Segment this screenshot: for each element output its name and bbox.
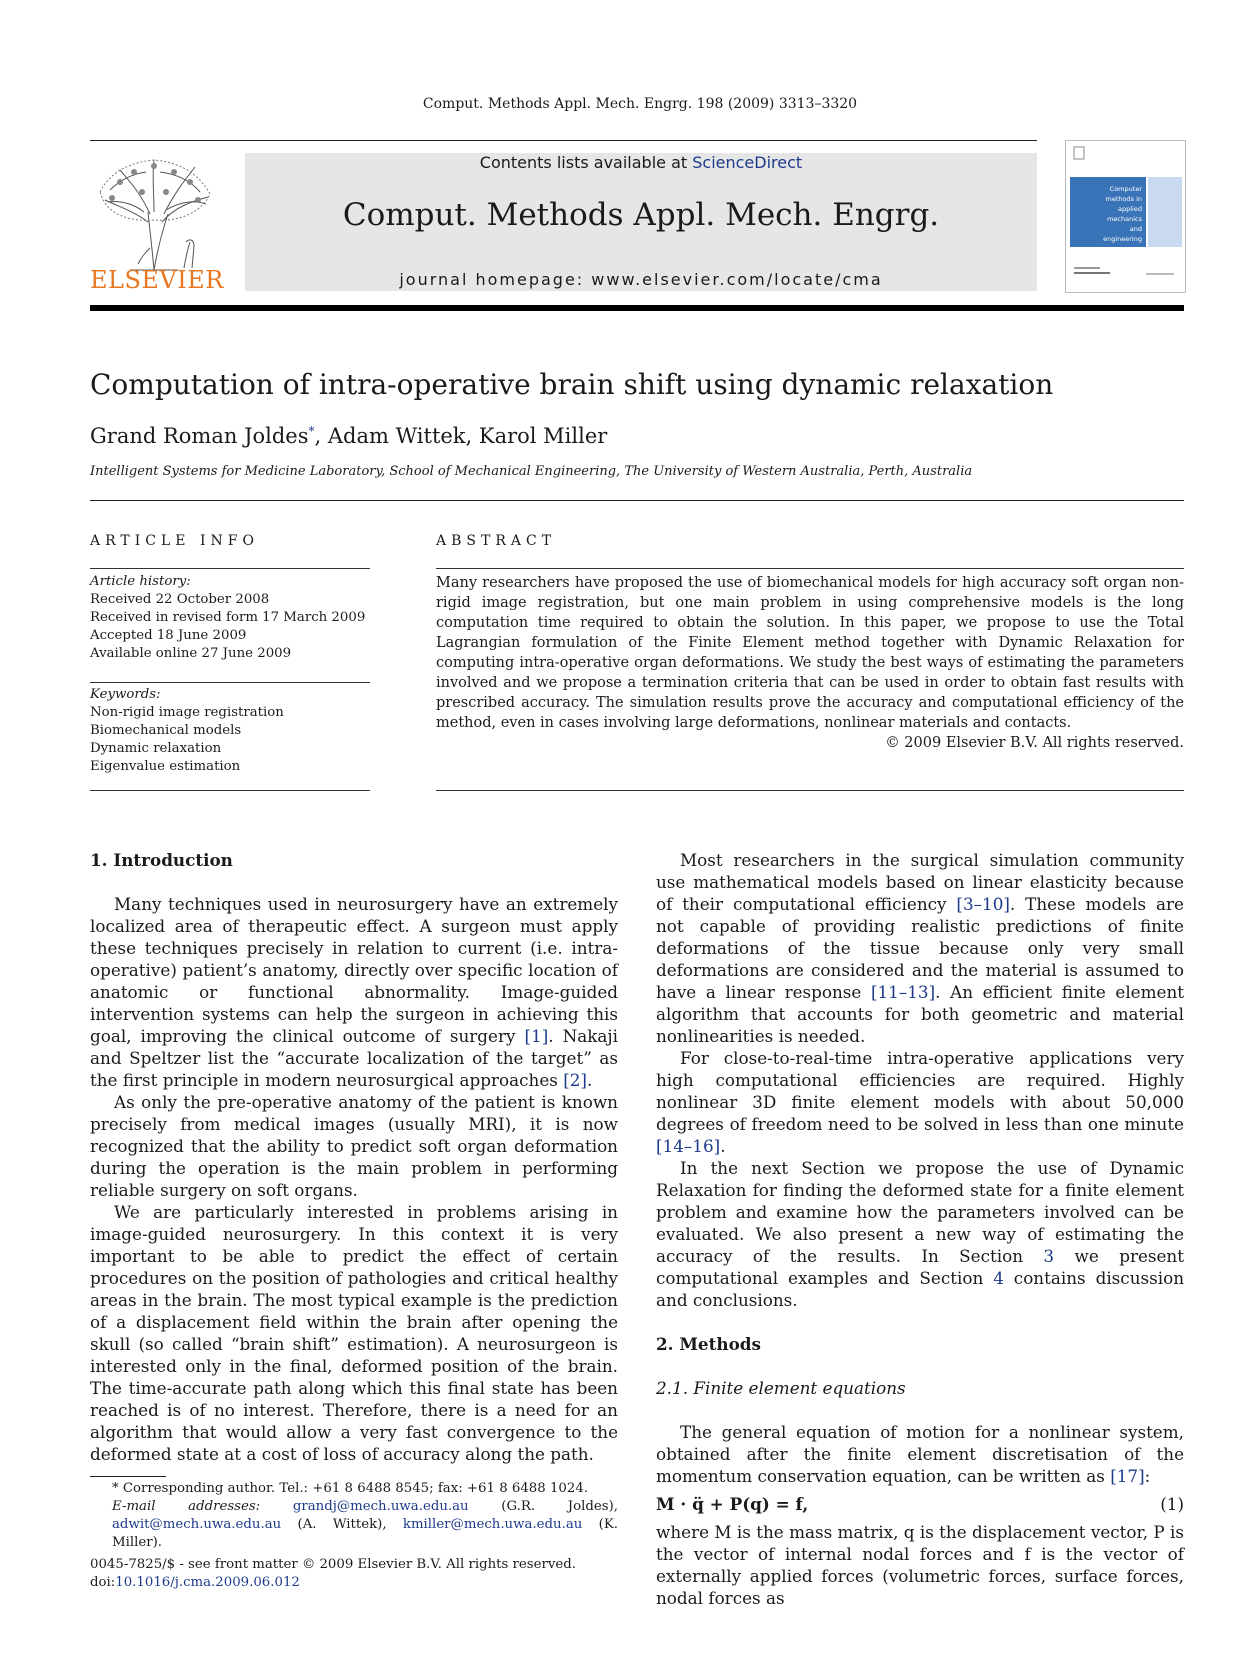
- email-link[interactable]: adwit@mech.uwa.edu.au: [112, 1517, 282, 1532]
- intro-p4-text-a: Most researchers in the surgical simulation community use mathematical models based on linear elasticity because of their computational efficiency: [656, 850, 1184, 914]
- corresponding-author-text: Corresponding author. Tel.: +61 8 6488 8545; fax: +61 8 6488 1024.: [118, 1481, 589, 1496]
- equation-1: [656, 1493, 1184, 1515]
- citation-link[interactable]: [14–16]: [656, 1136, 721, 1156]
- citation-link[interactable]: [1]: [524, 1026, 549, 1046]
- svg-text:Computermethods inappliedmecha: Computer methods in applied mechanics and engineering: [1103, 185, 1142, 243]
- heading-spacer: [90, 871, 618, 893]
- intro-p1-text-c: .: [586, 1070, 593, 1090]
- intro-paragraph-1: [90, 893, 618, 1091]
- journal-homepage-link[interactable]: journal homepage: www.elsevier.com/locate/cma: [399, 270, 883, 289]
- sciencedirect-link[interactable]: ScienceDirect: [692, 153, 803, 172]
- keyword-item: Dynamic relaxation: [90, 741, 222, 756]
- intro-p1-text-b: . Nakaji and Speltzer list the “accurate localization of the target” as the first principle in modern neurosurgical approaches: [90, 1026, 618, 1090]
- equation-number: (1): [1160, 1494, 1184, 1514]
- abstract-body: [436, 573, 1184, 753]
- email-label: E-mail addresses:: [112, 1499, 293, 1514]
- subsection-2-1-heading: 2.1. Finite element equations: [656, 1378, 906, 1398]
- article-title: Computation of intra-operative brain shift using dynamic relaxation: [90, 368, 1054, 401]
- contents-prefix: Contents lists available at: [479, 153, 693, 172]
- body-column-right: [656, 849, 1184, 1609]
- email-owner: (K. Miller).: [112, 1517, 618, 1550]
- elsevier-wordmark: ELSEVIER: [90, 266, 224, 294]
- methods-p1-text-b: :: [1144, 1466, 1151, 1486]
- intro-paragraph-5: [656, 1047, 1184, 1157]
- intro-p1-text-a: Many techniques used in neurosurgery have an extremely localized area of therapeutic effect. A surgeon must apply these techniques precisely in relation to current (i.e. intra-operative) patient’s anatomy, directly over specific location of anatomic or functional abnormality. Image-guided intervention systems can help the surgeon in achieving this goal, improving the clinical outcome of surgery: [90, 894, 618, 1046]
- email-owner: (A. Wittek),: [281, 1517, 403, 1532]
- keyword-item: Eigenvalue estimation: [90, 759, 241, 774]
- section-link[interactable]: 3: [1043, 1246, 1055, 1266]
- citation-link[interactable]: [3–10]: [956, 894, 1010, 914]
- intro-p6-text-a: In the next Section we propose the use of Dynamic Relaxation for finding the deformed state for a finite element problem and examine how the parameters involved can be evaluated. We also present a new way of estimating the accuracy of the results. In Section: [656, 1158, 1184, 1266]
- intro-paragraph-2: As only the pre-operative anatomy of the patient is known precisely from medical images (usually MRI), it is now recognized that the ability to predict soft organ deformation during the operation is the main problem in performing reliable surgery on soft organs.: [90, 1092, 618, 1200]
- section-1-heading: 1. Introduction: [90, 850, 233, 870]
- intro-paragraph-4: [656, 849, 1184, 1047]
- co-authors: , Adam Wittek, Karol Miller: [314, 424, 608, 448]
- citation-link[interactable]: [2]: [563, 1070, 587, 1090]
- corresponding-author-note: [90, 1480, 618, 1498]
- keywords-label: Keywords:: [90, 687, 161, 702]
- citation-link[interactable]: [17]: [1110, 1466, 1145, 1486]
- title-block-rule: [90, 500, 1184, 501]
- abstract-text: Many researchers have proposed the use of biomechanical models for high accuracy soft organ non-rigid image registration, but one main problem in using comprehensive models is the long computation time required to obtain the solution. In this paper, we propose to use the Total Lagrangian formulation of the Finite Element method together with Dynamic Relaxation for computing intra-operative organ deformations. We study the best ways of estimating the parameters involved and we propose a termination criteria that can be used in order to obtain fast results with prescribed accuracy. The simulation results prove the accuracy and computational efficiency of the method, even in cases involving large deformations, nonlinear materials and contacts.: [436, 575, 1184, 731]
- keywords: [90, 686, 370, 776]
- history-online: Available online 27 June 2009: [90, 646, 292, 661]
- section-2-heading: 2. Methods: [656, 1334, 761, 1354]
- footnote: [90, 1480, 618, 1552]
- author-list: [90, 424, 607, 448]
- intro-p5-text-a: For close-to-real-time intra-operative applications very high computational efficiencies are required. Highly nonlinear 3D finite element models with about 50,000 degrees of freedom need to be solved in less than one minute: [656, 1048, 1184, 1134]
- article-history-label: Article history:: [90, 574, 191, 589]
- email-addresses: [90, 1498, 618, 1552]
- article-info-bottom-rule: [90, 790, 370, 791]
- doi-link[interactable]: 10.1016/j.cma.2009.06.012: [115, 1575, 300, 1590]
- contents-line: [245, 153, 1037, 172]
- abstract-heading: ABSTRACT: [436, 533, 557, 549]
- methods-paragraph-1: [656, 1421, 1184, 1487]
- history-received: Received 22 October 2008: [90, 592, 270, 607]
- journal-cover-thumbnail[interactable]: [1065, 140, 1186, 293]
- article-info-heading: ARTICLE INFO: [90, 533, 259, 549]
- header-rule: [90, 140, 1037, 141]
- journal-title: Comput. Methods Appl. Mech. Engrg.: [342, 197, 940, 233]
- methods-p1-text-a: The general equation of motion for a nonlinear system, obtained after the finite element discretisation of the momentum conservation equation, can be written as: [656, 1422, 1184, 1486]
- intro-paragraph-3: We are particularly interested in problems arising in image-guided neurosurgery. In this context it is very important to be able to predict the effect of certain procedures on the position of pathologies and critical healthy areas in the brain. The most typical example is the prediction of a displacement field within the brain after opening the skull (so called “brain shift” estimation). A neurosurgeon is interested only in the final, deformed position of the brain. The time-accurate path along which this final state has been reached is of no interest. Therefore, there is a need for an algorithm that would allow a very fast convergence to the deformed state at a cost of loss of accuracy along the path.: [90, 1202, 618, 1464]
- equation-body: M · q̈ + P(q) = f,: [656, 1494, 809, 1514]
- email-link[interactable]: grandj@mech.uwa.edu.au: [292, 1499, 469, 1514]
- article-history: [90, 573, 370, 663]
- body-column-left: [90, 849, 618, 1465]
- intro-p5-text-b: .: [720, 1136, 726, 1156]
- cover-art: [1066, 141, 1185, 292]
- email-owner: (G.R. Joldes),: [468, 1499, 618, 1514]
- section-link[interactable]: 4: [993, 1268, 1004, 1288]
- intro-p4-text-b: . These models are not capable of providing realistic predictions of finite deformations of the tissue because only very small deformations are considered and the material is assumed to have a linear response: [656, 894, 1184, 1002]
- intro-p4-text-c: . An efficient finite element algorithm that accounts for both geometric and material nonlinearities is needed.: [656, 982, 1185, 1046]
- history-accepted: Accepted 18 June 2009: [90, 628, 247, 643]
- front-matter-line: 0045-7825/$ - see front matter © 2009 Elsevier B.V. All rights reserved.: [90, 1557, 576, 1572]
- corresponding-author-mark[interactable]: *: [308, 424, 315, 438]
- section-spacer: [656, 1311, 1184, 1333]
- keyword-item: Biomechanical models: [90, 723, 242, 738]
- front-matter: [90, 1556, 576, 1592]
- footnote-rule: [90, 1476, 166, 1477]
- first-author: Grand Roman Joldes: [90, 424, 309, 448]
- heading-spacer: [656, 1355, 1184, 1377]
- intro-p6-text-b: we present computational examples and Section: [656, 1246, 1184, 1288]
- methods-paragraph-2: where M is the mass matrix, q is the displacement vector, P is the vector of internal nodal forces and f is the vector of externally applied forces (volumetric forces, surface forces, nodal forces as: [656, 1522, 1184, 1608]
- heading-spacer: [656, 1399, 1184, 1421]
- abstract-bottom-rule: [436, 790, 1184, 791]
- doi-label: doi:: [90, 1575, 116, 1590]
- abstract-rule: [436, 568, 1184, 569]
- keyword-item: Non-rigid image registration: [90, 705, 284, 720]
- footnote-mark: *: [112, 1481, 119, 1496]
- affiliation: Intelligent Systems for Medicine Laboratory, School of Mechanical Engineering, The University of Western Australia, Perth, Australia: [90, 464, 973, 479]
- article-info-rule: [90, 568, 370, 569]
- intro-paragraph-6: [656, 1157, 1184, 1311]
- history-revised: Received in revised form 17 March 2009: [90, 610, 366, 625]
- keywords-rule: [90, 682, 370, 683]
- masthead-thick-rule: [90, 305, 1184, 311]
- intro-p6-text-c: contains discussion and conclusions.: [656, 1268, 1184, 1310]
- citation-link[interactable]: [11–13]: [870, 982, 936, 1002]
- abstract-copyright: © 2009 Elsevier B.V. All rights reserved.: [885, 735, 1184, 751]
- doi-line: [90, 1574, 576, 1592]
- running-head: Comput. Methods Appl. Mech. Engrg. 198 (2009) 3313–3320: [422, 96, 858, 112]
- email-link[interactable]: kmiller@mech.uwa.edu.au: [402, 1517, 583, 1532]
